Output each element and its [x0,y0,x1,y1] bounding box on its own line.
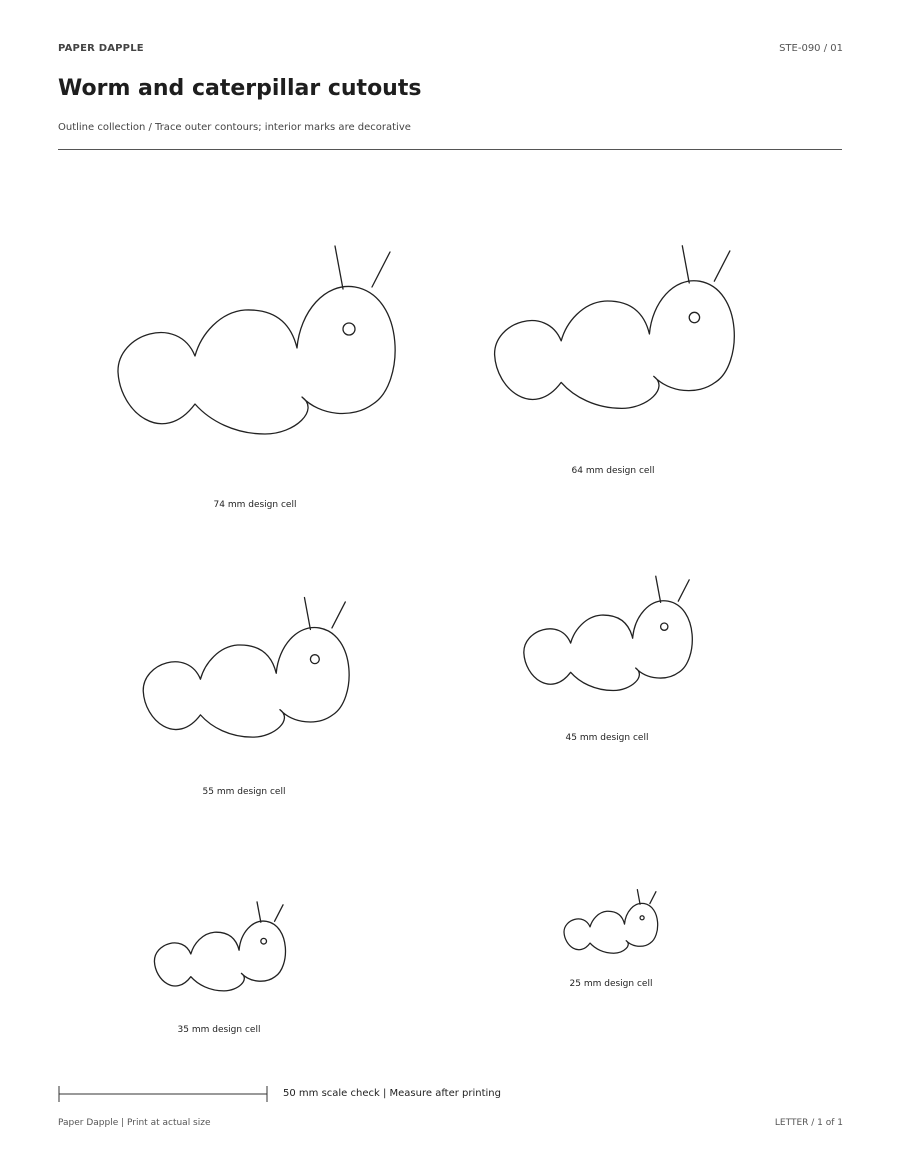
footer-left: Paper Dapple | Print at actual size [58,1118,211,1128]
caterpillar-outline [141,596,356,741]
cutout-caption: 45 mm design cell [565,733,649,743]
caterpillar-outline [115,244,405,439]
page-title: Worm and caterpillar cutouts [58,76,422,101]
footer-right: LETTER / 1 of 1 [774,1118,843,1128]
caterpillar-outline [153,901,290,993]
scale-bar [58,1085,268,1103]
caterpillar-outline [563,889,661,955]
scale-label: 50 mm scale check | Measure after printing [283,1088,501,1099]
cutout-caption: 35 mm design cell [177,1025,261,1035]
sheet-code: STE-090 / 01 [779,43,843,54]
header-rule [58,149,842,150]
caterpillar-outline [492,244,743,413]
cutout-caption: 25 mm design cell [569,979,653,989]
cutout-caption: 64 mm design cell [571,466,655,476]
cutout-caption: 55 mm design cell [202,787,286,797]
caterpillar-outline [522,575,698,694]
brand-label: PAPER DAPPLE [58,43,144,54]
page-subtitle: Outline collection / Trace outer contours; interior marks are decorative [58,122,411,133]
cutout-caption: 74 mm design cell [213,500,297,510]
